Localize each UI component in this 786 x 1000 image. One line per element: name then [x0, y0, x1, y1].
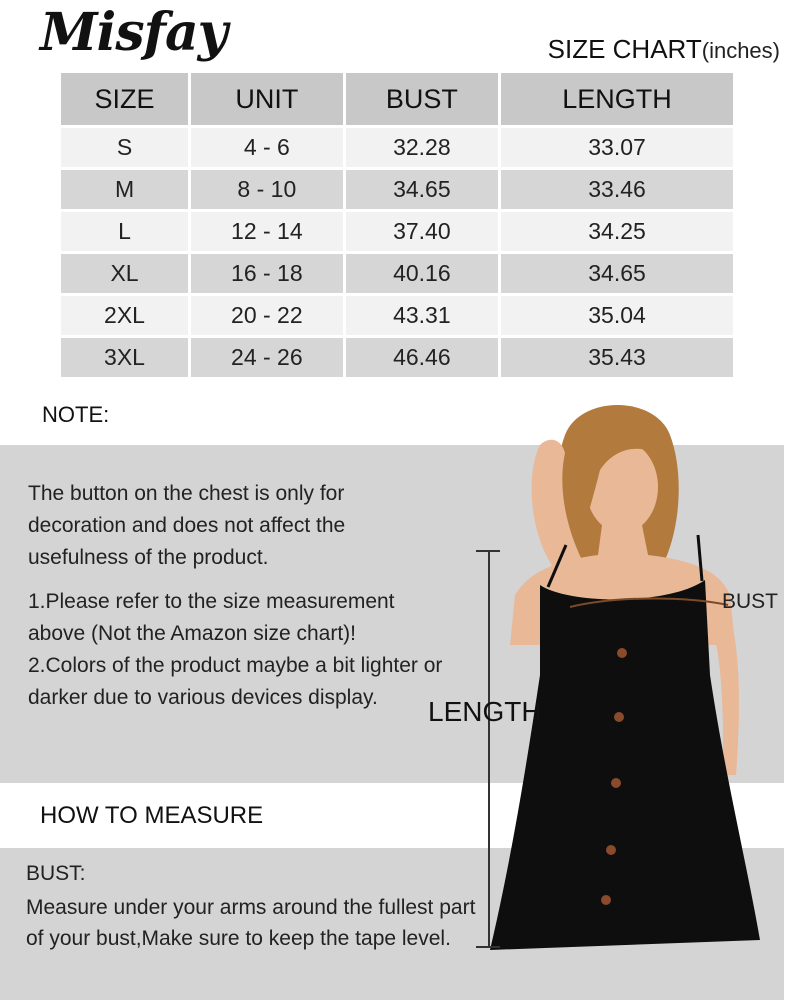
- note-body: [28, 478, 448, 714]
- cell-bust: 32.28: [346, 128, 498, 167]
- table-row: [61, 128, 733, 167]
- cell-bust: 40.16: [346, 254, 498, 293]
- size-chart-title-text: SIZE CHART: [547, 34, 702, 64]
- size-chart-unit: (inches): [701, 38, 780, 63]
- cell-length: 35.43: [501, 338, 733, 377]
- cell-size: 3XL: [61, 338, 188, 377]
- dress-button: [611, 778, 621, 788]
- cell-length: 35.04: [501, 296, 733, 335]
- bust-instructions: Measure under your arms around the fullest part of your bust,Make sure to keep the tape level.: [26, 896, 476, 950]
- cell-length: 34.65: [501, 254, 733, 293]
- length-tick-bottom: [476, 946, 500, 948]
- table-row: [61, 254, 733, 293]
- header-unit: UNIT: [191, 73, 343, 125]
- length-label: LENGTH: [428, 696, 542, 727]
- header-length: LENGTH: [501, 73, 733, 125]
- model-photo: [470, 395, 770, 955]
- bust-marker-label: BUST: [722, 590, 779, 613]
- cell-size: L: [61, 212, 188, 251]
- cell-bust: 46.46: [346, 338, 498, 377]
- cell-unit: 16 - 18: [191, 254, 343, 293]
- cell-length: 33.46: [501, 170, 733, 209]
- dress-button: [601, 895, 611, 905]
- header-bust: BUST: [346, 73, 498, 125]
- length-tick-top: [476, 550, 500, 552]
- table-row: [61, 338, 733, 377]
- brand-logo: Misfay: [40, 2, 227, 63]
- cell-size: M: [61, 170, 188, 209]
- size-table: [58, 70, 736, 380]
- bust-heading: BUST:: [26, 862, 86, 885]
- cell-bust: 37.40: [346, 212, 498, 251]
- cell-unit: 24 - 26: [191, 338, 343, 377]
- cell-length: 34.25: [501, 212, 733, 251]
- table-header-row: [61, 73, 733, 125]
- cell-bust: 34.65: [346, 170, 498, 209]
- cell-bust: 43.31: [346, 296, 498, 335]
- header-size: SIZE: [61, 73, 188, 125]
- how-to-measure-title: HOW TO MEASURE: [40, 802, 264, 829]
- note-intro: The button on the chest is only for decoration and does not affect the usefulness of the product.: [28, 482, 346, 569]
- cell-unit: 4 - 6: [191, 128, 343, 167]
- cell-unit: 20 - 22: [191, 296, 343, 335]
- note-item-2: 2.Colors of the product maybe a bit lighter or darker due to various devices display.: [28, 654, 443, 709]
- cell-size: XL: [61, 254, 188, 293]
- table-row: [61, 296, 733, 335]
- length-measure-line: [488, 552, 490, 948]
- cell-unit: 12 - 14: [191, 212, 343, 251]
- size-chart-title: [548, 34, 780, 65]
- dress-button: [606, 845, 616, 855]
- cell-size: S: [61, 128, 188, 167]
- table-row: [61, 212, 733, 251]
- note-item-1: 1.Please refer to the size measurement above (Not the Amazon size chart)!: [28, 590, 395, 645]
- cell-size: 2XL: [61, 296, 188, 335]
- dress-button: [617, 648, 627, 658]
- cell-unit: 8 - 10: [191, 170, 343, 209]
- table-row: [61, 170, 733, 209]
- cell-length: 33.07: [501, 128, 733, 167]
- note-title: NOTE:: [42, 402, 110, 427]
- dress-button: [614, 712, 624, 722]
